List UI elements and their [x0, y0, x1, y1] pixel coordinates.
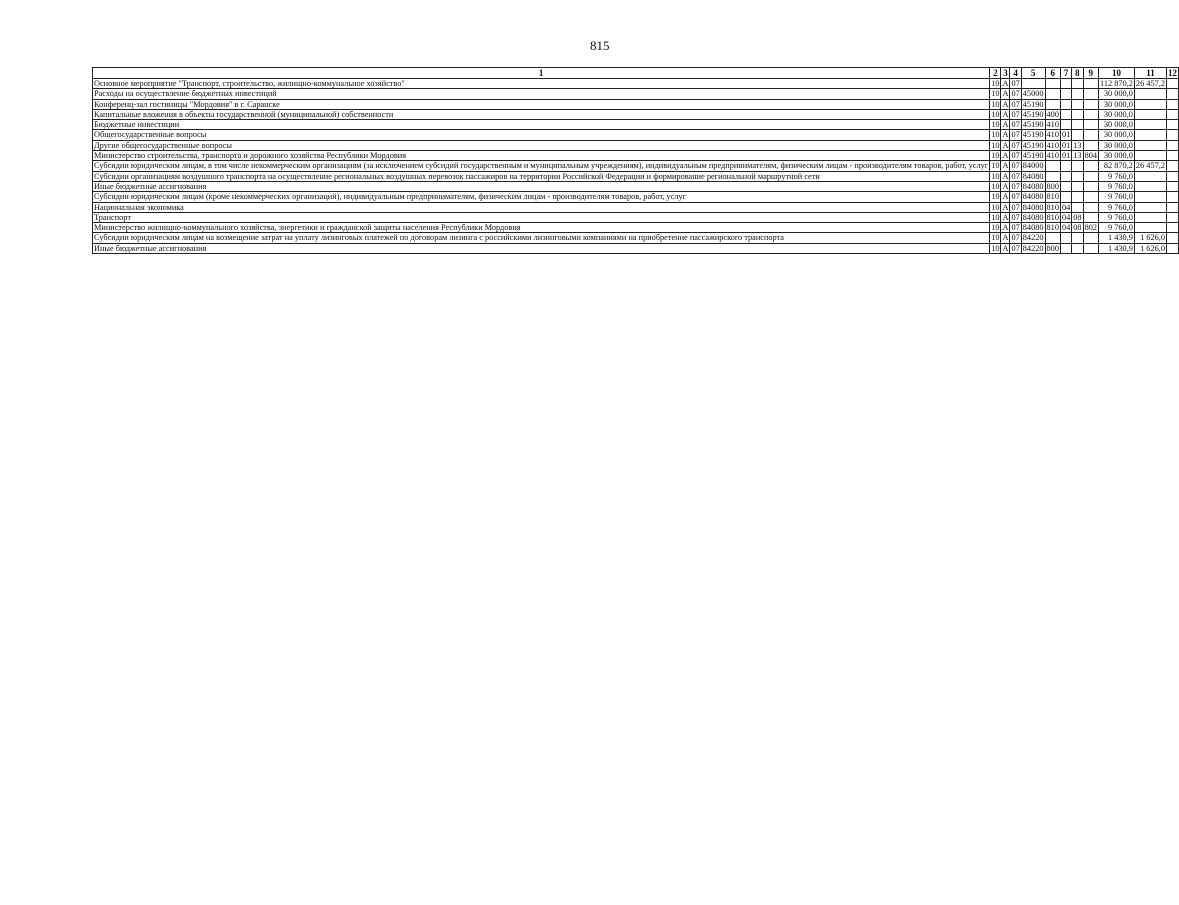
cell-col-11: [1134, 192, 1166, 202]
cell-col-11: [1134, 202, 1166, 212]
cell-col-3: А: [1002, 79, 1009, 88]
cell-col-8: 13: [1073, 151, 1082, 161]
cell-name: Бюджетные инвестиции: [93, 120, 990, 130]
cell-col-3: А: [1002, 233, 1009, 243]
cell-col-7: 01: [1061, 151, 1071, 161]
cell-col-9: [1083, 161, 1098, 171]
cell-col-9: [1083, 181, 1098, 191]
cell-name: Расходы на осуществление бюджетных инвестиций: [93, 89, 990, 99]
cell-col-3: А: [1002, 202, 1009, 212]
cell-col-11: 1 626,0: [1134, 243, 1166, 253]
cell-col-12: [1166, 140, 1178, 150]
cell-col-4: 07: [1011, 192, 1020, 202]
cell-col-3: А: [1002, 89, 1009, 99]
cell-col-5: 45190: [1022, 99, 1044, 109]
cell-col-11: 26 457,2: [1135, 79, 1165, 88]
cell-col-8: [1072, 120, 1083, 130]
cell-col-5: 45190: [1022, 151, 1044, 161]
cell-col-12: [1166, 89, 1178, 99]
cell-col-4: 07: [1011, 120, 1020, 130]
cell-col-11: [1134, 130, 1166, 140]
cell-col-3: А: [1002, 109, 1009, 119]
cell-col-2: 10: [991, 89, 1000, 99]
cell-col-4: 07: [1011, 181, 1020, 191]
column-header: 6: [1045, 68, 1060, 79]
cell-col-11: [1134, 223, 1166, 233]
cell-col-12: [1166, 202, 1178, 212]
cell-col-12: [1166, 212, 1178, 222]
column-header: 8: [1072, 68, 1083, 79]
column-header: 3: [1001, 68, 1010, 79]
cell-col-11: [1134, 99, 1166, 109]
cell-col-5: [1021, 79, 1045, 89]
cell-col-5: 84080: [1022, 181, 1044, 191]
cell-name: Конференц-зал гостиницы "Мордовия" в г. Саранске: [93, 99, 990, 109]
cell-col-6: 810: [1046, 212, 1059, 222]
cell-name: Министерство жилищно-коммунального хозяйства, энергетики и гражданской защиты населения Республики Мордовия: [93, 223, 990, 233]
cell-col-2: 10: [991, 151, 1000, 161]
cell-col-2: 10: [991, 233, 1000, 243]
cell-col-8: [1072, 243, 1083, 253]
cell-name: Основное мероприятие "Транспорт, строительство, жилищно-коммунальное хозяйство": [93, 79, 990, 89]
cell-col-9: [1083, 109, 1098, 119]
cell-name: Иные бюджетные ассигнования: [93, 181, 990, 191]
cell-col-3: А: [1002, 99, 1009, 109]
table-row: [93, 79, 1179, 89]
table-row: [93, 223, 1179, 233]
cell-col-4: 07: [1011, 130, 1020, 140]
cell-col-7: [1060, 192, 1071, 202]
cell-col-9: [1083, 192, 1098, 202]
column-header: 1: [93, 68, 990, 79]
cell-col-10: 112 870,2: [1100, 79, 1133, 88]
cell-col-12: [1166, 109, 1178, 119]
cell-col-4: 07: [1011, 233, 1020, 243]
cell-col-2: 10: [991, 161, 1000, 171]
cell-col-3: А: [1002, 181, 1009, 191]
cell-col-10: 30 000,0: [1099, 140, 1135, 150]
cell-col-2: 10: [991, 99, 1000, 109]
cell-col-7: [1060, 89, 1071, 99]
cell-col-8: [1072, 233, 1083, 243]
cell-col-2: 10: [991, 79, 1000, 88]
cell-col-8: [1072, 181, 1083, 191]
cell-col-10: 9 760,0: [1099, 202, 1135, 212]
cell-col-5: 84220: [1022, 233, 1044, 243]
cell-col-12: [1166, 192, 1178, 202]
cell-col-7: [1060, 99, 1071, 109]
cell-col-7: [1060, 171, 1071, 181]
cell-col-9: [1083, 140, 1098, 150]
cell-col-7: [1060, 120, 1071, 130]
cell-col-7: [1060, 109, 1071, 119]
cell-col-12: [1166, 120, 1178, 130]
cell-col-8: [1072, 79, 1083, 89]
cell-col-7: 04: [1061, 202, 1071, 212]
table-row: [93, 120, 1179, 130]
cell-col-12: [1166, 243, 1178, 253]
cell-col-6: 400: [1046, 109, 1059, 119]
page-number: 815: [590, 38, 610, 53]
cell-col-10: 30 000,0: [1099, 109, 1135, 119]
cell-col-11: 1 626,0: [1134, 233, 1166, 243]
cell-col-3: А: [1002, 140, 1009, 150]
cell-col-12: [1166, 233, 1178, 243]
cell-col-10: 1 430,9: [1099, 243, 1135, 253]
table-row: [93, 233, 1179, 243]
cell-col-9: [1083, 89, 1098, 99]
cell-col-4: 07: [1011, 151, 1020, 161]
cell-col-3: А: [1002, 212, 1009, 222]
cell-col-9: [1083, 243, 1098, 253]
cell-name: Общегосударственные вопросы: [93, 130, 990, 140]
cell-col-4: 07: [1011, 99, 1020, 109]
cell-col-9: [1083, 79, 1098, 89]
cell-col-5: 84220: [1022, 243, 1044, 253]
cell-col-2: 10: [991, 130, 1000, 140]
cell-col-5: 84080: [1022, 202, 1044, 212]
table-row: [93, 192, 1179, 202]
cell-col-4: 07: [1011, 89, 1020, 99]
cell-col-2: 10: [991, 140, 1000, 150]
table-row: [93, 202, 1179, 212]
column-header: 11: [1134, 68, 1166, 79]
table-row: [93, 89, 1179, 99]
header-row: [93, 68, 1179, 79]
cell-col-11: [1134, 109, 1166, 119]
cell-col-3: А: [1002, 171, 1009, 181]
cell-name: Субсидии юридическим лицам (кроме некоммерческих организаций), индивидуальным предпринимателям, физическим лицам - производителям товаров, работ, услуг: [93, 192, 990, 202]
cell-col-12: [1166, 161, 1178, 171]
cell-col-9: 802: [1084, 223, 1098, 233]
cell-col-8: [1072, 109, 1083, 119]
cell-col-4: 07: [1011, 171, 1020, 181]
cell-col-9: [1083, 120, 1098, 130]
cell-col-6: [1045, 171, 1060, 181]
cell-col-5: 45190: [1022, 140, 1044, 150]
cell-name: Субсидии организациям воздушного транспорта на осуществление региональных воздушных перевозок пассажиров на территории Российской Федерации и формирование региональной маршрутной сети: [93, 171, 990, 181]
cell-col-7: [1060, 161, 1071, 171]
cell-col-4: 07: [1011, 223, 1020, 233]
cell-col-11: [1134, 212, 1166, 222]
table-row: [93, 181, 1179, 191]
cell-col-11: [1134, 89, 1166, 99]
cell-col-10: 30 000,0: [1099, 99, 1135, 109]
cell-col-2: 10: [991, 120, 1000, 130]
cell-col-6: [1045, 233, 1060, 243]
cell-col-6: 800: [1046, 243, 1059, 253]
cell-col-6: 410: [1046, 120, 1059, 130]
cell-col-3: А: [1002, 161, 1009, 171]
column-header: 12: [1167, 67, 1177, 78]
cell-col-7: [1060, 233, 1071, 243]
cell-col-8: 08: [1073, 223, 1082, 233]
cell-col-8: [1072, 171, 1083, 181]
cell-col-3: А: [1002, 243, 1009, 253]
cell-col-6: [1045, 89, 1060, 99]
column-header: 5: [1021, 68, 1045, 79]
cell-col-11: 26 457,2: [1135, 161, 1165, 171]
column-header: 7: [1060, 68, 1071, 79]
cell-col-9: [1083, 202, 1098, 212]
cell-col-8: [1072, 202, 1083, 212]
cell-col-7: [1060, 79, 1071, 89]
cell-col-6: 410: [1046, 151, 1059, 161]
cell-col-7: 04: [1061, 223, 1071, 233]
cell-col-6: 800: [1046, 181, 1059, 191]
cell-name: Национальная экономика: [93, 202, 990, 212]
table-row: [93, 243, 1179, 253]
cell-col-10: 9 760,0: [1099, 181, 1135, 191]
cell-col-3: А: [1002, 192, 1009, 202]
cell-col-12: [1166, 171, 1178, 181]
cell-col-10: 9 760,0: [1099, 171, 1135, 181]
cell-col-5: 45000: [1022, 89, 1044, 99]
cell-col-9: [1083, 171, 1098, 181]
cell-col-11: [1134, 140, 1166, 150]
cell-col-9: 804: [1084, 151, 1098, 161]
budget-table: [92, 67, 1179, 254]
cell-col-2: 10: [991, 192, 1000, 202]
cell-col-11: [1134, 120, 1166, 130]
cell-col-3: А: [1002, 151, 1009, 161]
cell-name: Капитальные вложения в объекты государственной (муниципальной) собственности: [93, 109, 990, 119]
cell-col-6: 810: [1046, 192, 1059, 202]
cell-col-5: 84080: [1022, 212, 1044, 222]
table-row: [93, 212, 1179, 222]
cell-name: Субсидии юридическим лицам на возмещение затрат на уплату лизинговых платежей по договорам лизинга с российскими лизинговыми компаниями на приобретение пассажирского транспорта: [93, 233, 990, 243]
cell-name: Субсидии юридическим лицам, в том числе некоммерческим организациям (за исключением субсидий государственным и муниципальным учреждениям), индивидуальным предпринимателям, физическим лицам - производителям товаров, работ, услуг: [94, 161, 989, 171]
cell-col-6: 410: [1046, 130, 1059, 140]
cell-col-10: 9 760,0: [1099, 192, 1135, 202]
cell-col-2: 10: [991, 212, 1000, 222]
cell-col-12: [1166, 79, 1178, 89]
cell-col-10: 30 000,0: [1099, 130, 1135, 140]
cell-col-5: 45190: [1022, 130, 1044, 140]
cell-col-5: 45190: [1022, 120, 1044, 130]
cell-col-5: 84080: [1022, 223, 1044, 233]
cell-col-6: 810: [1046, 223, 1059, 233]
cell-col-9: [1083, 130, 1098, 140]
cell-col-2: 10: [991, 181, 1000, 191]
cell-col-12: [1166, 99, 1178, 109]
cell-col-4: 07: [1011, 243, 1020, 253]
cell-col-2: 10: [991, 171, 1000, 181]
cell-col-8: 08: [1073, 212, 1082, 222]
table-row: [93, 99, 1179, 109]
cell-col-2: 10: [991, 202, 1000, 212]
cell-col-8: 13: [1073, 140, 1082, 150]
cell-col-10: 30 000,0: [1099, 89, 1135, 99]
cell-name: Иные бюджетные ассигнования: [93, 243, 990, 253]
table-row: [93, 140, 1179, 150]
table-row: [93, 109, 1179, 119]
cell-col-8: [1072, 161, 1083, 171]
cell-col-3: А: [1002, 120, 1009, 130]
cell-col-5: 84000: [1022, 161, 1044, 171]
cell-col-12: [1166, 130, 1178, 140]
column-header: 2: [990, 68, 1001, 79]
cell-col-4: 07: [1011, 161, 1020, 171]
cell-col-11: [1134, 171, 1166, 181]
cell-col-8: [1072, 99, 1083, 109]
cell-col-6: 410: [1046, 140, 1059, 150]
cell-name: Другие общегосударственные вопросы: [93, 140, 990, 150]
cell-col-4: 07: [1011, 212, 1020, 222]
cell-col-4: 07: [1011, 79, 1020, 88]
cell-col-9: [1083, 99, 1098, 109]
cell-col-3: А: [1002, 130, 1009, 140]
cell-col-12: [1166, 151, 1178, 161]
cell-col-4: 07: [1011, 109, 1020, 119]
cell-col-4: 07: [1011, 140, 1020, 150]
cell-col-8: [1072, 192, 1083, 202]
table-row: [93, 161, 1179, 171]
cell-col-10: 9 760,0: [1099, 212, 1135, 222]
cell-col-10: 30 000,0: [1099, 120, 1135, 130]
cell-col-6: [1045, 79, 1060, 89]
cell-col-8: [1072, 130, 1083, 140]
cell-col-2: 10: [991, 223, 1000, 233]
table-row: [93, 151, 1179, 161]
cell-col-4: 07: [1011, 202, 1020, 212]
cell-col-6: [1045, 161, 1060, 171]
cell-col-11: [1134, 151, 1166, 161]
cell-col-8: [1072, 89, 1083, 99]
cell-col-7: 01: [1061, 140, 1071, 150]
cell-col-10: 9 760,0: [1099, 223, 1135, 233]
cell-col-12: [1166, 223, 1178, 233]
cell-col-2: 10: [991, 109, 1000, 119]
cell-col-12: [1166, 181, 1178, 191]
cell-name: Министерство строительства, транспорта и дорожного хозяйства Республики Мордовия: [93, 151, 990, 161]
cell-col-6: 810: [1046, 202, 1059, 212]
cell-col-2: 10: [991, 243, 1000, 253]
cell-col-5: 84080: [1022, 192, 1044, 202]
cell-col-3: А: [1002, 223, 1009, 233]
cell-col-10: 82 870,2: [1099, 161, 1135, 171]
cell-col-11: [1134, 181, 1166, 191]
table-row: [93, 130, 1179, 140]
cell-col-9: [1083, 233, 1098, 243]
cell-col-10: 1 430,9: [1099, 233, 1135, 243]
cell-col-10: 30 000,0: [1099, 151, 1135, 161]
cell-col-5: 45190: [1022, 109, 1044, 119]
cell-name: Транспорт: [93, 212, 990, 222]
cell-col-7: [1060, 181, 1071, 191]
cell-col-7: [1060, 243, 1071, 253]
cell-col-6: [1045, 99, 1060, 109]
cell-col-7: 01: [1061, 130, 1071, 140]
column-header: 9: [1083, 68, 1098, 79]
cell-col-5: 84080: [1022, 171, 1044, 181]
table-body: [93, 79, 1179, 254]
column-header: 10: [1099, 68, 1135, 79]
table-row: [93, 171, 1179, 181]
column-header: 4: [1010, 68, 1021, 79]
cell-col-7: 04: [1061, 212, 1071, 222]
cell-col-9: [1083, 212, 1098, 222]
